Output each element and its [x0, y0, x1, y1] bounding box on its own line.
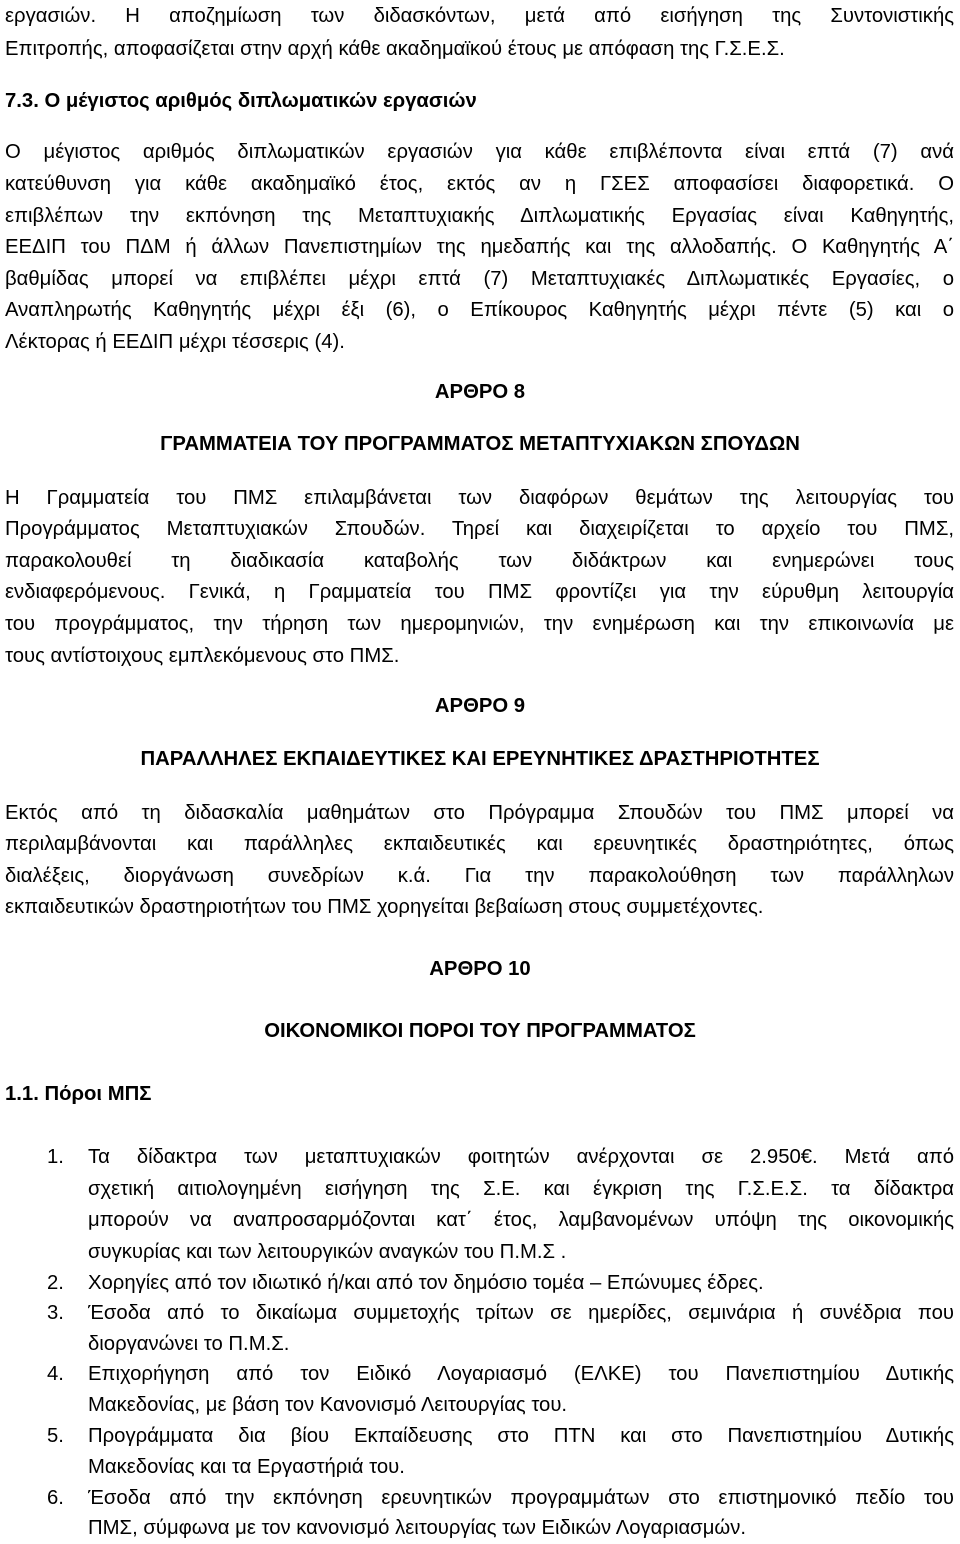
article-9-title: ΠΑΡΑΛΛΗΛΕΣ ΕΚΠΑΙΔΕΥΤΙΚΕΣ ΚΑΙ ΕΡΕΥΝΗΤΙΚΕΣ ΔΡΑΣΤΗΡΙΟΤΗΤΕΣ [140, 748, 820, 770]
section-heading-7-3: 7.3. Ο μέγιστος αριθμός διπλωματικών εργασιών [5, 90, 477, 112]
article-10-number: ΑΡΘΡΟ 10 [429, 958, 531, 980]
paragraph-line: κατεύθυνση για κάθε ακαδημαϊκό έτος, εκτός αν η ΓΣΕΣ αποφασίσει διαφορετικά. Ο [5, 173, 954, 195]
list-item-number: 5. [47, 1425, 64, 1447]
list-item-line: μπορούν να αναπροσαρμόζονται κατ΄ έτος, λαμβανομένων υπόψη της οικονομικής [88, 1209, 954, 1231]
list-item-number: 6. [47, 1487, 64, 1509]
paragraph-line: Επιτροπής, αποφασίζεται στην αρχή κάθε ακαδημαϊκού έτους με απόφαση της Γ.Σ.Ε.Σ. [5, 38, 785, 60]
paragraph-line: Προγράμματος Μεταπτυχιακών Σπουδών. Τηρεί και διαχειρίζεται το αρχείο του ΠΜΣ, [5, 518, 954, 540]
paragraph-line: ΕΕΔΙΠ του ΠΔΜ ή άλλων Πανεπιστημίων της ημεδαπής και της αλλοδαπής. Ο Καθηγητής Α΄ [5, 236, 954, 258]
paragraph-line: εκπαιδευτικών δραστηριοτήτων του ΠΜΣ χορηγείται βεβαίωση στους συμμετέχοντες. [5, 896, 764, 918]
paragraph-line: βαθμίδας μπορεί να επιβλέπει μέχρι επτά (7) Μεταπτυχιακές Διπλωματικές Εργασίες, ο [5, 268, 954, 290]
list-item-line: ΠΜΣ, σύμφωνα με τον κανονισμό λειτουργίας των Ειδικών Λογαριασμών. [88, 1517, 746, 1539]
paragraph-line: Ο μέγιστος αριθμός διπλωματικών εργασιών για κάθε επιβλέποντα είναι επτά (7) ανά [5, 141, 954, 163]
paragraph-line: παρακολουθεί τη διαδικασία καταβολής των διδάκτρων και ενημερώνει τους [5, 550, 954, 572]
list-item-line: συγκυρίας και των λειτουργικών αναγκών του Π.Μ.Σ . [88, 1241, 567, 1263]
subsection-heading: 1.1. Πόροι ΜΠΣ [5, 1083, 152, 1105]
article-8-number: ΑΡΘΡΟ 8 [434, 381, 526, 403]
article-9-number: ΑΡΘΡΟ 9 [434, 695, 526, 717]
list-item-line: Προγράμματα δια βίου Εκπαίδευσης στο ΠΤΝ και στο Πανεπιστημίου Δυτικής [88, 1425, 954, 1447]
list-item-number: 2. [47, 1272, 64, 1294]
list-item-line: Μακεδονίας και τα Εργαστήριά του. [88, 1456, 405, 1478]
paragraph-line: τους αντίστοιχους εμπλεκόμενους στο ΠΜΣ. [5, 645, 400, 667]
list-item-number: 4. [47, 1363, 64, 1385]
paragraph-line: εργασιών. Η αποζημίωση των διδασκόντων, μετά από εισήγηση της Συντονιστικής [5, 5, 954, 27]
paragraph-line: Αναπληρωτής Καθηγητής μέχρι έξι (6), ο Επίκουρος Καθηγητής μέχρι πέντε (5) και ο [5, 299, 954, 321]
list-item-line: Επιχορήγηση από τον Ειδικό Λογαριασμό (ΕΛΚΕ) του Πανεπιστημίου Δυτικής [88, 1363, 954, 1385]
list-item-number: 3. [47, 1302, 64, 1324]
paragraph-line: ενδιαφερόμενους. Γενικά, η Γραμματεία του ΠΜΣ φροντίζει για την εύρυθμη λειτουργία [5, 581, 954, 603]
paragraph-line: επιβλέπων την εκπόνηση της Μεταπτυχιακής Διπλωματικής Εργασίας είναι Καθηγητής, [5, 205, 954, 227]
list-item-line: Μακεδονίας, με βάση τον Κανονισμό Λειτουργίας του. [88, 1394, 568, 1416]
paragraph-line: διαλέξεις, διοργάνωση συνεδρίων κ.ά. Για την παρακολούθηση των παράλληλων [5, 865, 954, 887]
paragraph-line: Λέκτορας ή ΕΕΔΙΠ μέχρι τέσσερις (4). [5, 331, 345, 353]
paragraph-line: Η Γραμματεία του ΠΜΣ επιλαμβάνεται των διαφόρων θεμάτων της λειτουργίας του [5, 487, 954, 509]
paragraph-line: περιλαμβάνονται και παράλληλες εκπαιδευτικές και ερευνητικές δραστηριότητες, όπως [5, 833, 954, 855]
list-item-line: Χορηγίες από τον ιδιωτικό ή/και από τον δημόσιο τομέα – Επώνυμες έδρες. [88, 1272, 764, 1294]
paragraph-line: Εκτός από τη διδασκαλία μαθημάτων στο Πρόγραμμα Σπουδών του ΠΜΣ μπορεί να [5, 802, 954, 824]
list-item-number: 1. [47, 1146, 64, 1168]
article-8-title: ΓΡΑΜΜΑΤΕΙΑ ΤΟΥ ΠΡΟΓΡΑΜΜΑΤΟΣ ΜΕΤΑΠΤΥΧΙΑΚΩΝ ΣΠΟΥΔΩΝ [160, 433, 800, 455]
paragraph-line: του προγράμματος, την τήρηση των ημερομηνιών, την ενημέρωση και την επικοινωνία με [5, 613, 954, 635]
list-item-line: Έσοδα από το δικαίωμα συμμετοχής τρίτων σε ημερίδες, σεμινάρια ή συνέδρια που [88, 1302, 954, 1324]
article-10-title: ΟΙΚΟΝΟΜΙΚΟΙ ΠΟΡΟΙ ΤΟΥ ΠΡΟΓΡΑΜΜΑΤΟΣ [264, 1020, 696, 1042]
list-item-line: Έσοδα από την εκπόνηση ερευνητικών προγραμμάτων στο επιστημονικό πεδίο του [88, 1487, 954, 1509]
list-item-line: διοργανώνει το Π.Μ.Σ. [88, 1333, 290, 1355]
list-item-line: Τα δίδακτρα των μεταπτυχιακών φοιτητών ανέρχονται σε 2.950€. Μετά από [88, 1146, 954, 1168]
list-item-line: σχετική αιτιολογημένη εισήγηση της Σ.Ε. και έγκριση της Γ.Σ.Ε.Σ. τα δίδακτρα [88, 1178, 954, 1200]
